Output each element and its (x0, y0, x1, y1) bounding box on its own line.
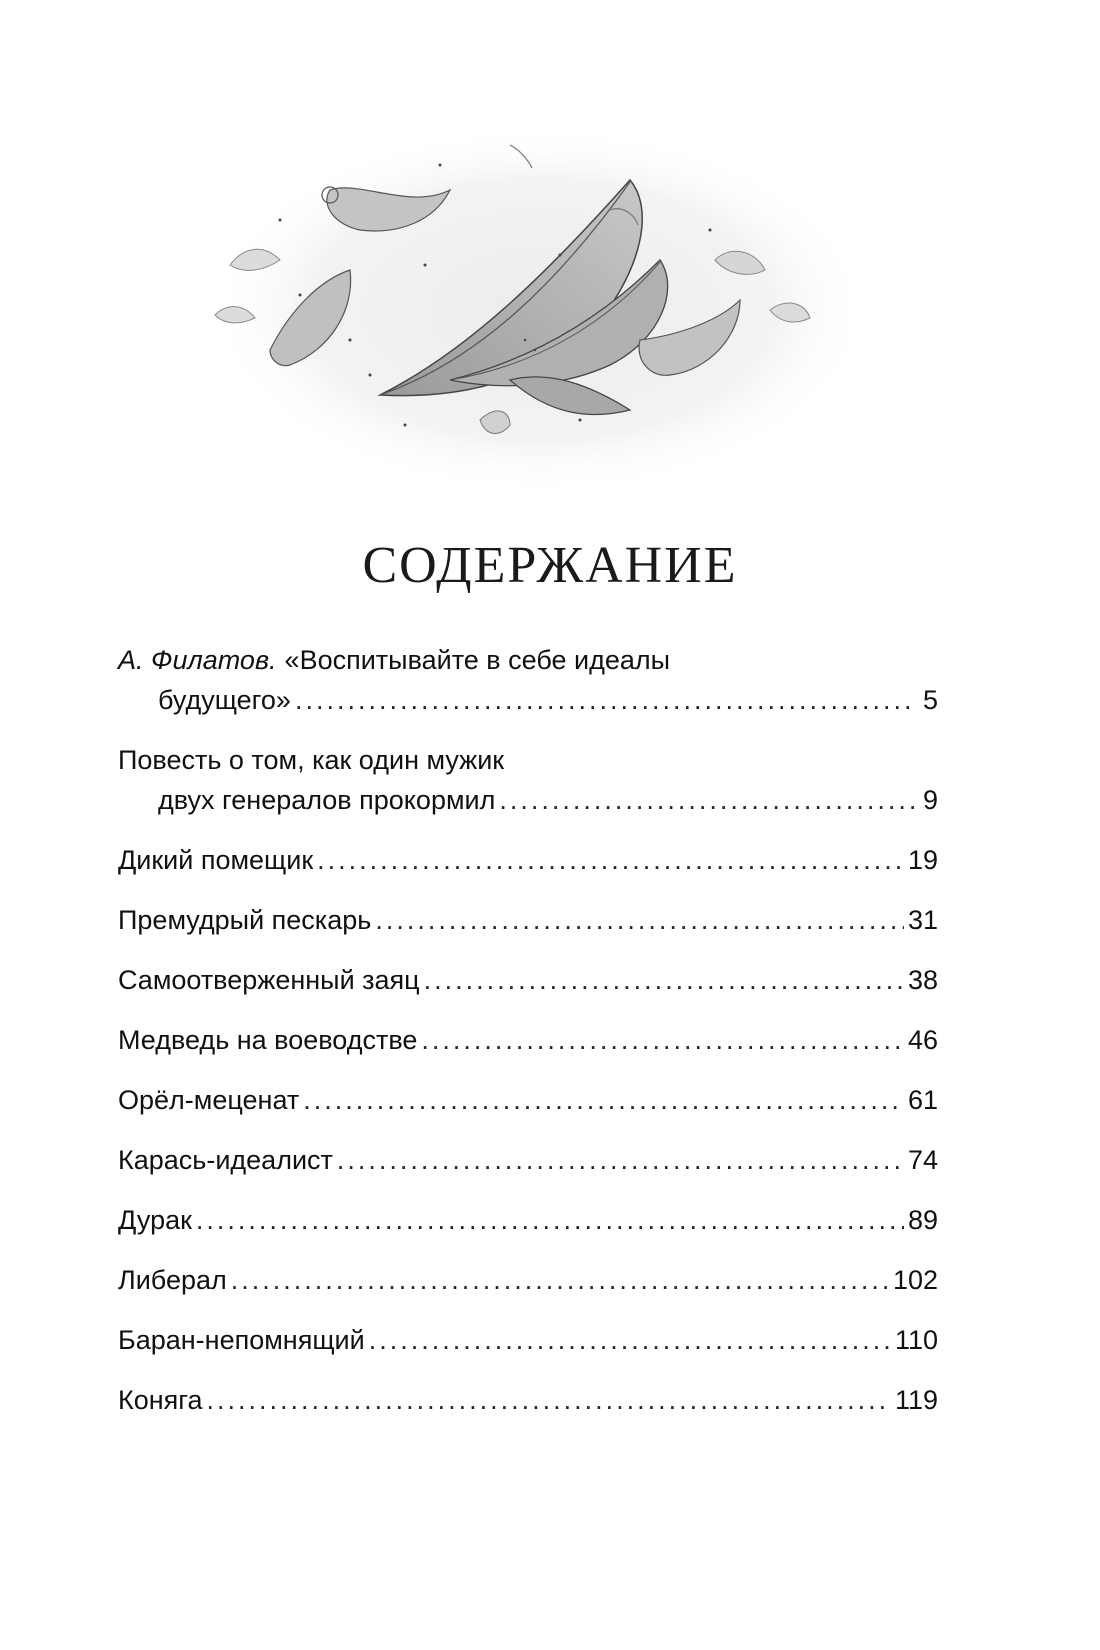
dot-leader (499, 780, 914, 820)
toc-entry-title: Коняга (118, 1385, 203, 1415)
toc-entry[interactable] (118, 1380, 938, 1420)
dot-leader (303, 1080, 904, 1120)
toc-entry-title: Баран-непомнящий (118, 1325, 365, 1355)
toc-entry-filatov[interactable] (118, 640, 938, 720)
toc-entry[interactable] (118, 1140, 938, 1180)
toc-entry-page: 46 (907, 1025, 938, 1055)
toc-entry-title: Премудрый пескарь (118, 905, 372, 935)
toc-entry-title: Дикий помещик (118, 845, 314, 875)
toc-entry[interactable] (118, 900, 938, 940)
toc-entry-title: Дурак (118, 1205, 192, 1235)
toc-entry[interactable] (118, 1260, 938, 1300)
toc-entry-page: 74 (907, 1145, 938, 1175)
toc-entry[interactable] (118, 1320, 938, 1360)
toc-entry-page: 119 (894, 1385, 938, 1415)
dot-leader (317, 840, 904, 880)
dot-leader (207, 1380, 891, 1420)
dot-leader (369, 1320, 891, 1360)
toc-entry-title: Либерал (118, 1265, 227, 1295)
toc-entry[interactable] (118, 1200, 938, 1240)
toc-entry[interactable] (118, 960, 938, 1000)
toc-entry[interactable] (118, 840, 938, 880)
toc-entry-page: 38 (907, 965, 938, 995)
toc-entry-page: 5 (922, 685, 938, 715)
toc-entry-page: 61 (907, 1085, 938, 1115)
toc-entry-title: Повесть о том, как один мужик (118, 745, 505, 775)
toc-entry-title-cont: двух генералов прокормил (158, 785, 496, 815)
dot-leader (424, 960, 904, 1000)
toc-entry-page: 9 (922, 785, 938, 815)
dot-leader (375, 900, 904, 940)
toc-entry-page: 110 (894, 1325, 938, 1355)
page-title: СОДЕРЖАНИЕ (362, 537, 738, 594)
toc-entry-page: 89 (907, 1205, 938, 1235)
toc-entry-povest[interactable] (118, 740, 938, 820)
toc-entry-page: 102 (892, 1265, 938, 1295)
toc-entry-page: 19 (907, 845, 938, 875)
toc-entry-title: «Воспитывайте в себе идеалы (284, 645, 671, 675)
dot-leader (421, 1020, 904, 1060)
table-of-contents (118, 640, 938, 1440)
dot-leader (295, 680, 914, 720)
feathers-illustration (210, 120, 870, 500)
toc-entry[interactable] (118, 1080, 938, 1120)
dot-leader (196, 1200, 904, 1240)
toc-entry-title-cont: будущего» (158, 685, 291, 715)
toc-entry-author: А. Филатов. (118, 645, 277, 675)
toc-entry-title: Карась-идеалист (118, 1145, 333, 1175)
toc-entry-title: Орёл-меценат (118, 1085, 300, 1115)
dot-leader (231, 1260, 889, 1300)
dot-leader (337, 1140, 904, 1180)
toc-entry-title: Медведь на воеводстве (118, 1025, 418, 1055)
toc-entry[interactable] (118, 1020, 938, 1060)
toc-entry-title: Самоотверженный заяц (118, 965, 420, 995)
toc-entry-page: 31 (907, 905, 938, 935)
